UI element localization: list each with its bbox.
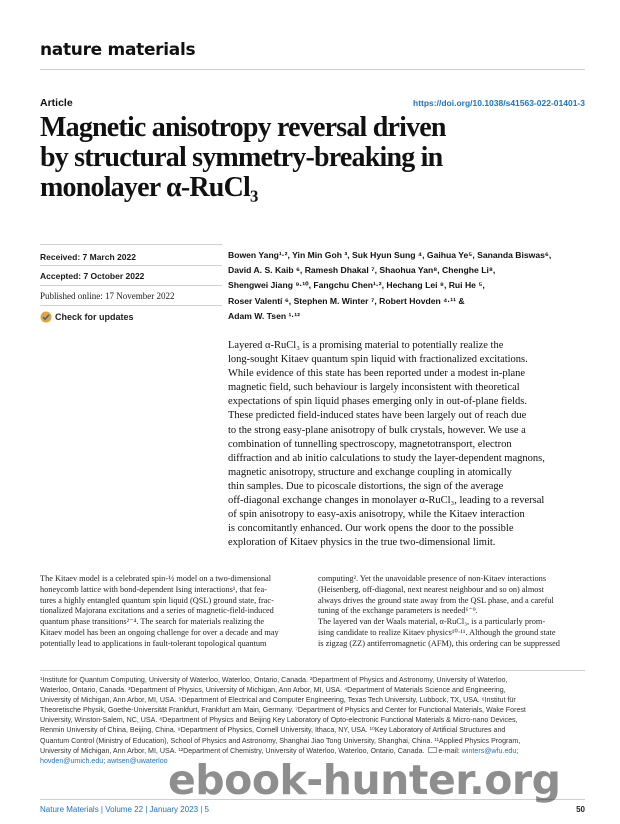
abstract-line: expectations of spin liquid phases emerging only in out-of-plane fields.	[228, 396, 527, 408]
doi-link[interactable]: https://doi.org/10.1038/s41563-022-01401-3	[413, 98, 585, 108]
body-line: potentially lead to applications in fault-tolerant topological quantum	[40, 638, 267, 648]
check-updates-label: Check for updates	[55, 312, 134, 322]
footnote-line: University of Michigan, Ann Arbor, MI, USA. ⁵Department of Electrical and Computer Engineering, Texas Tech University, Lubbock, TX, USA. ⁶Institut für	[40, 696, 516, 705]
author-list	[228, 248, 586, 324]
footnote-divider	[40, 670, 585, 671]
abstract-line: is concomitantly enhanced. Our work opens the door to the possible	[228, 523, 514, 535]
page-number: 50	[576, 805, 585, 814]
body-line: quantum phase transitions²⁻⁴. The search for materials realizing the	[40, 617, 265, 627]
header-divider	[40, 69, 585, 70]
abstract-line: These predicted field-induced states have been largely out of reach due	[228, 410, 527, 422]
title-line: Magnetic anisotropy reversal driven	[40, 112, 446, 143]
footnote-line: University, Winston-Salem, NC, USA. ⁸Department of Physics and Beijing Key Laboratory of Opto-electronic Functional Materials & Micro-nano Devices,	[40, 716, 518, 725]
footnote-line: Renmin University of China, Beijing, China. ⁹Department of Physics, Cornell University, Ithaca, NY, USA. ¹⁰Key Laboratory of Artificial Structures and	[40, 726, 506, 735]
abstract-line: off-diagonal exchange changes in monolayer α-RuCl₃, leading to a reversal	[228, 495, 545, 507]
mail-icon	[428, 747, 437, 753]
published-date: Published online: 17 November 2022	[40, 291, 175, 301]
body-line: The Kitaev model is a celebrated spin-½ model on a two-dimensional	[40, 574, 272, 583]
title-line: monolayer α-RuCl₃	[40, 172, 258, 203]
abstract-line: exploration of Kitaev physics in the true two-dimensional limit.	[228, 537, 496, 549]
journal-citation-footer: Nature Materials | Volume 22 | January 2023 | 5	[40, 805, 209, 814]
journal-logo: nature materials	[40, 40, 196, 60]
footnote-line: University of Michigan, Ann Arbor, MI, USA. ¹²Department of Chemistry, University of Waterloo, Waterloo, Ontario, Canada. e-mail: winters@wfu.edu;	[40, 746, 519, 755]
footnote-line: Waterloo, Ontario, Canada. ³Department of Physics, University of Michigan, Ann Arbor, MI, USA. ⁴Department of Materials Science and Engineering,	[40, 686, 506, 695]
abstract-line: thin samples. Due to picoscale distortions, the sign of the average	[228, 480, 504, 492]
author-line: Adam W. Tsen ¹·¹²	[228, 310, 300, 321]
abstract	[228, 339, 586, 550]
footnote-line: Quantum Control (Ministry of Education), School of Physics and Astronomy, Shanghai Jiao Tong University, Shanghai, China. ¹¹Applied Physics Program,	[40, 736, 521, 745]
abstract-line: Layered α-RuCl₃ is a promising material to potentially realize the	[228, 340, 504, 351]
meta-divider	[40, 285, 222, 286]
accepted-date: Accepted: 7 October 2022	[40, 271, 145, 281]
author-line: David A. S. Kaib ⁶, Ramesh Dhakal ⁷, Shaohua Yan⁸, Chenghe Li⁸,	[228, 265, 496, 276]
email-link-hovden[interactable]: hovden@umich.edu	[40, 756, 104, 765]
abstract-line: to the strong easy-plane anisotropy of bulk crystals, however. We use a	[228, 424, 526, 436]
meta-divider	[40, 244, 222, 245]
author-line: Shengwei Jiang ⁹·¹⁰, Fangchu Chen¹·², Hechang Lei ⁸, Rui He ⁵,	[228, 280, 485, 291]
affiliations-footnote	[40, 675, 590, 766]
body-line: honeycomb lattice with bond-dependent Ising interactions¹, that fea-	[40, 584, 267, 594]
body-line: always drives the ground state away from the QSL phase, and a careful	[318, 595, 554, 605]
footnote-line: Theoretische Physik, Goethe-Universität Frankfurt, Frankfurt am Main, Germany. ⁷Department of Physics and Center for Functional Materials, Wake Forest	[40, 706, 526, 715]
watermark-text: ebook-hunter.org	[168, 756, 561, 804]
title-line: by structural symmetry-breaking in	[40, 142, 443, 173]
abstract-line: While evidence of this state has been reported under a modest in-plane	[228, 368, 526, 380]
body-line: tures a highly entangled quantum spin liquid (QSL) ground state, frac-	[40, 595, 274, 605]
footnote-line: hovden@umich.edu; awtsen@uwaterloo	[40, 756, 168, 765]
footnote-line: ¹Institute for Quantum Computing, University of Waterloo, Waterloo, Ontario, Canada. ²Department of Physics and Astronomy, University of Waterloo,	[40, 676, 508, 684]
email-label: e-mail:	[438, 746, 460, 755]
abstract-line: combination of tunnelling spectroscopy, magnetotransport, electron	[228, 438, 512, 450]
article-title	[40, 113, 460, 203]
body-line: computing². Yet the unavoidable presence of non-Kitaev interactions	[318, 574, 547, 583]
abstract-line: long-sought Kitaev quantum spin liquid with fractionalized excitations.	[228, 354, 528, 366]
meta-divider	[40, 265, 222, 266]
body-column-left	[40, 574, 310, 650]
body-line: is zigzag (ZZ) antiferromagnetic (AFM), this ordering can be suppressed	[318, 638, 560, 648]
email-link-tsen[interactable]: awtsen@uwaterloo	[107, 756, 168, 765]
abstract-line: magnetic anisotropy, structure and exchange coupling in atomically	[228, 466, 512, 478]
check-updates-icon	[40, 311, 52, 323]
abstract-line: of spin anisotropy to easy-axis anisotropy, while the Kitaev interaction	[228, 509, 525, 521]
body-line: Kitaev model has been an ongoing challenge for over a decade and may	[40, 627, 279, 637]
footnote-text: University of Michigan, Ann Arbor, MI, USA. ¹²Department of Chemistry, University of Waterloo, Waterloo, Ontario, Canada.	[40, 746, 425, 755]
author-line: Roser Valentí ⁶, Stephen M. Winter ⁷, Robert Hovden ⁴·¹¹ &	[228, 295, 465, 306]
body-line: The layered van der Waals material, α-RuCl₃, is a particularly prom-	[318, 617, 546, 627]
body-column-right	[318, 574, 588, 650]
author-line: Bowen Yang¹·², Yin Min Goh ³, Suk Hyun Sung ⁴, Gaihua Ye⁵, Sananda Biswas⁶,	[228, 250, 552, 260]
abstract-line: diffraction and ab initio calculations to study the layer-dependent magnons,	[228, 452, 545, 464]
body-line: tionalized Majorana excitations and a series of magnetic-field-induced	[40, 606, 274, 616]
email-link-winters[interactable]: winters@wfu.edu	[461, 746, 517, 755]
article-type-label: Article	[40, 97, 73, 109]
body-line: tuning of the exchange parameters is needed⁶⁻⁹.	[318, 606, 478, 616]
meta-divider	[40, 305, 222, 306]
abstract-line: magnetic field, such behaviour is largely inconsistent with theoretical	[228, 382, 520, 394]
body-line: ising candidate to realize Kitaev physics¹⁰·¹¹. Although the ground state	[318, 627, 556, 637]
body-line: (Heisenberg, off-diagonal, next nearest neighbour and so on) almost	[318, 584, 544, 594]
check-for-updates-button[interactable]	[40, 311, 134, 323]
received-date: Received: 7 March 2022	[40, 252, 136, 262]
